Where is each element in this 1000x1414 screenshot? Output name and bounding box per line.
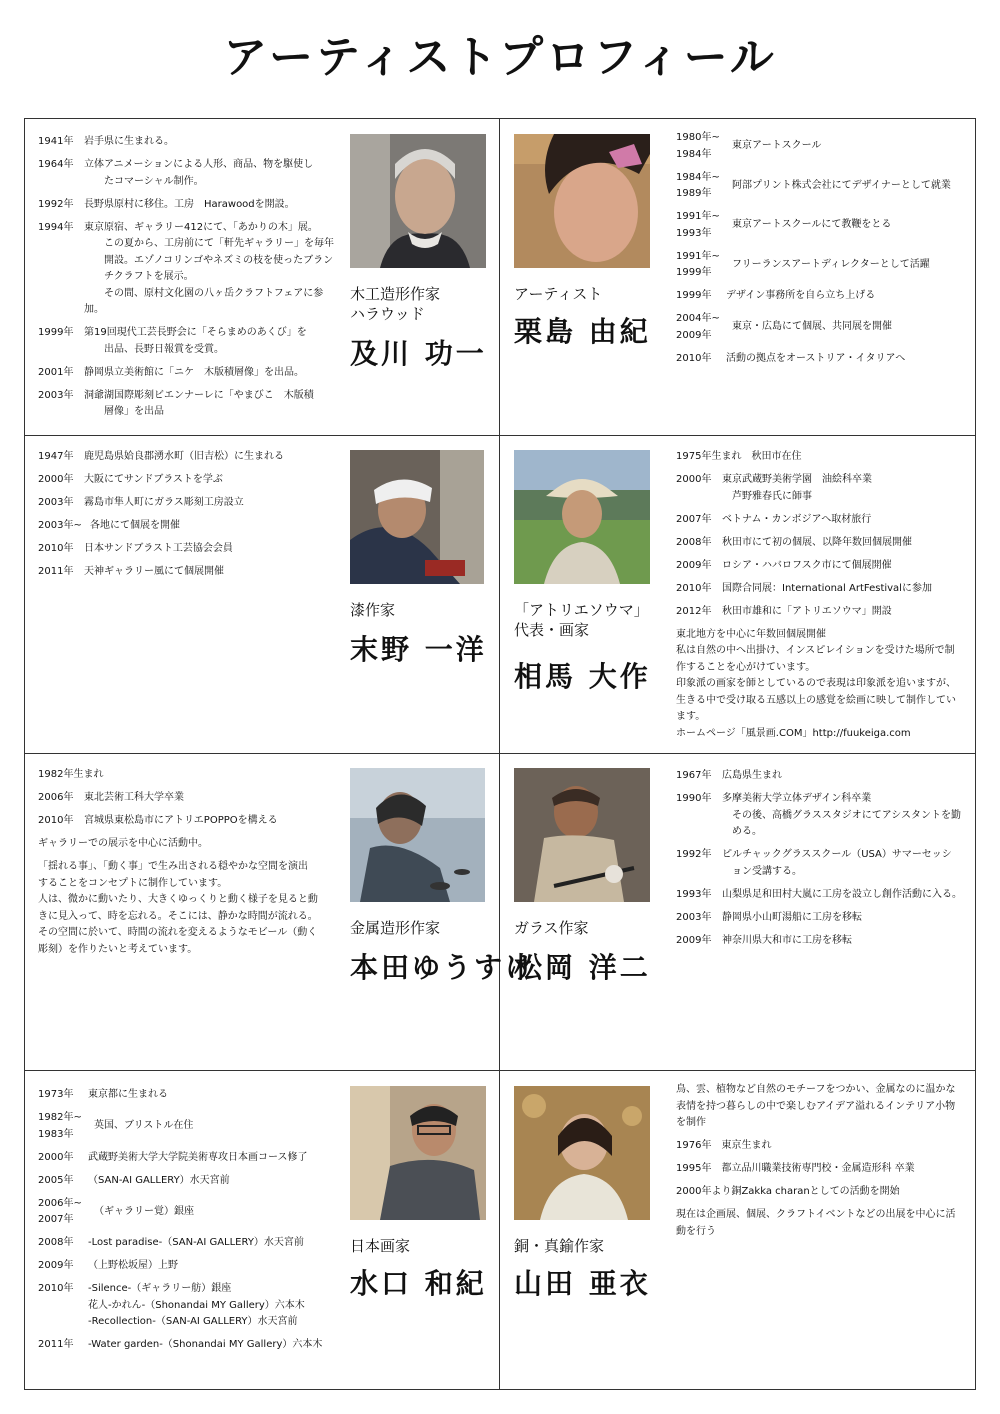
history-text: 多摩美術大学立体デザイン科卒業 その後、高橋グラススタジオにてアシスタントを勤 める。 (722, 793, 961, 837)
history-year: 2009年 (38, 1260, 74, 1271)
history-entry (38, 1281, 338, 1331)
artist-statement: 現在は企画展、個展、クラフトイベントなどの出展を中心に活 動を行う (676, 1209, 956, 1237)
history-text: 各地にて個展を開催 (90, 520, 180, 531)
history-entry (38, 790, 328, 807)
history-text: （SAN-AI GALLERY）水天宮前 (88, 1174, 230, 1186)
artist-name: 及川 功一 (350, 337, 487, 370)
portrait-photo (350, 450, 484, 584)
history-text: -Lost paradise-（SAN-AI GALLERY）水天宮前 (88, 1237, 304, 1248)
history-entry (676, 887, 968, 904)
portrait-photo (514, 450, 650, 584)
history-year: 1991年~ 1993年 (676, 211, 720, 239)
history-year: 1991年~ 1999年 (676, 250, 720, 278)
history-entry (38, 1196, 338, 1229)
history-text: 国際合同展：International ArtFestivalに参加 (722, 582, 932, 594)
history-entry (38, 365, 338, 382)
artist-statement: 鳥、雲、植物など自然のモチーフをつかい、金属なのに温かな 表情を持つ暮らしの中で楽しむアイデア溢れるインテリア小物 を制作 (676, 1084, 956, 1128)
history-text: 洞爺湖国際彫刻ビエンナーレに「やまびこ 木版積 層像」を出品 (84, 389, 314, 417)
artist-statement: 東北地方を中心に年数回個展開催 私は自然の中へ出掛け、インスピレイションを受けた場所で制 作することを心がけています。 印象派の画家を師としているので表現は印象派を追いますが、 生きる中で受け取る五感以上の感覚を絵画に映して制作してい ます。 ホームページ「風景画.COM」http://fuukeiga.com (676, 628, 956, 739)
history-entry (38, 518, 338, 535)
history-text: 天神ギャラリー風にて個展開催 (84, 566, 224, 577)
history-text: 東北芸術工科大学卒業 (84, 792, 184, 803)
row-divider (24, 753, 976, 754)
history-year: 2009年 (676, 934, 712, 946)
history-text: 東京武蔵野美術学園 油絵科卒業 芦野雅春氏に師事 (722, 474, 872, 502)
history-text: ロシア・ハバロフスク市にて個展開催 (722, 559, 892, 571)
history-text: 1982年生まれ (38, 769, 104, 780)
history-text: 日本サンドブラスト工芸協会会員 (84, 543, 233, 554)
history-year: 2010年 (38, 1283, 74, 1294)
artist-statement: 「揺れる事」、「動く事」で生み出される穏やかな空間を演出 することをコンセプトに制作しています。 人は、微かに動いたり、大きくゆっくりと動く様子を見ると動 きに見入って、時を忘れる。そこには、静かな時間が流れる。 その空間に於いて、時間の流れを変えるようなモビール（動く 彫刻）を作りたいと考えています。 (38, 861, 318, 955)
history-text: 静岡県小山町湯船に工房を移転 (722, 911, 862, 923)
history-text: ギャラリーでの展示を中心に活動中。 (38, 838, 208, 849)
history-year: 2011年 (38, 1339, 74, 1350)
portrait-photo (350, 768, 485, 902)
column-divider (499, 118, 500, 1390)
history-entry (676, 604, 968, 621)
history-entry (38, 472, 338, 489)
history-text: （ギャラリー覚）銀座 (94, 1205, 194, 1217)
artist-history (676, 768, 968, 956)
history-entry (676, 512, 968, 529)
artist-statement: 1976年 東京生まれ (676, 1140, 772, 1151)
history-year: 1980年~ 1984年 (676, 132, 720, 160)
history-entry (676, 558, 968, 575)
history-year: 2007年 (676, 513, 712, 525)
history-text: 広島県生まれ (722, 770, 782, 781)
history-text: 鹿児島県姶良郡湧水町（旧吉松）に生まれる (84, 451, 284, 462)
history-text: 大阪にてサンドブラストを学ぶ (84, 474, 223, 485)
history-year: 1941年 (38, 136, 74, 147)
artist-role: 日本画家 (350, 1237, 411, 1255)
history-year: 1964年 (38, 159, 74, 170)
history-text: 東京都に生まれる (88, 1089, 168, 1100)
history-entry (676, 768, 968, 785)
history-entry (676, 351, 966, 368)
history-year: 2005年 (38, 1174, 74, 1186)
history-year: 2011年 (38, 566, 74, 577)
artist-role: 漆作家 (350, 601, 396, 619)
history-year: 2006年 (38, 792, 74, 803)
history-entry (676, 847, 968, 880)
history-text: 宮城県東松島市にアトリエPOPPOを構える (84, 815, 278, 826)
history-entry (38, 1337, 338, 1354)
history-text: ピルチャックグラススクール（USA）サマーセッシ ョン受講する。 (722, 849, 952, 877)
history-year: 2008年 (38, 1237, 74, 1248)
history-entry (38, 325, 338, 358)
history-entry (38, 197, 338, 214)
history-year: 1990年 (676, 793, 712, 804)
history-year: 1973年 (38, 1089, 74, 1100)
history-text: 英国、ブリストル在住 (94, 1120, 194, 1132)
history-entry (38, 836, 328, 853)
artist-name: 松岡 洋二 (514, 951, 651, 984)
history-year: 2001年 (38, 366, 74, 378)
history-year: 2004年~ 2009年 (676, 313, 720, 341)
history-entry (676, 311, 966, 344)
history-year: 1994年 (38, 221, 74, 233)
history-text: 岩手県に生まれる。 (84, 136, 174, 147)
history-entry (676, 249, 966, 282)
history-text: 秋田市雄和に「アトリエソウマ」開設 (722, 605, 892, 617)
artist-role: 金属造形作家 (350, 919, 441, 937)
portrait-photo (350, 1086, 486, 1220)
artist-statement: 2000年より銅Zakka charanとしての活動を開始 (676, 1186, 900, 1197)
history-entry (676, 170, 966, 203)
history-text: （上野松坂屋）上野 (88, 1260, 178, 1271)
portrait-photo (514, 768, 650, 902)
history-entry (676, 209, 966, 242)
portrait-photo (350, 134, 486, 268)
history-entry (38, 1150, 338, 1167)
history-text: デザイン事務所を自ら立ち上げる (726, 290, 876, 301)
history-text: 東京アートスクール (732, 140, 822, 152)
history-text: -Silence-（ギャラリー舫）銀座 花人-かれん-（Shonandai MY Gallery）六本木 -Recollection-（SAN-AI GALLERY）水天宮前 (88, 1283, 305, 1327)
history-year: 1999年 (676, 290, 712, 301)
artist-name: 末野 一洋 (350, 633, 487, 666)
history-entry (38, 541, 338, 558)
artist-role: 木工造形作家 ハラウッド (350, 285, 441, 323)
history-year: 2003年 (38, 497, 74, 508)
history-year: 2000年 (38, 1151, 74, 1163)
history-text: -Water garden-（Shonandai MY Gallery）六本木 (88, 1339, 323, 1350)
history-entry (676, 581, 968, 598)
history-text: 活動の拠点をオーストリア・イタリアへ (726, 352, 906, 364)
history-entry (38, 449, 338, 466)
history-entry (676, 535, 968, 552)
history-text: 東京原宿、ギャラリー412にて、「あかりの木」展。 この夏から、工房前にて「軒先ギャラリー」を毎年 開設。エゾノコリンゴやネズミの枝を使ったブラン チクラフトを展示。 その間、原村文化園の八ヶ岳クラフトフェアに参加。 (84, 221, 334, 315)
history-entry (38, 1235, 338, 1252)
history-year: 1992年 (676, 849, 712, 860)
history-text: 長野県原村に移住。工房 Harawoodを開設。 (84, 198, 295, 210)
artist-name: 相馬 大作 (514, 660, 651, 693)
history-text: 立体アニメーションによる人形、商品、物を駆使し たコマーシャル制作。 (84, 159, 314, 187)
artist-statement: 1995年 都立品川職業技術専門校・金属造形科 卒業 (676, 1163, 915, 1174)
artist-history (676, 1082, 968, 1247)
artist-history (38, 449, 338, 587)
history-year: 2010年 (676, 582, 712, 594)
history-year: 1947年 (38, 451, 74, 462)
history-text: フリーランスアートディレクターとして活躍 (732, 258, 930, 270)
artist-role: 「アトリエソウマ」 代表・画家 (514, 601, 649, 639)
history-entry (38, 1087, 338, 1104)
artist-history (38, 134, 338, 427)
history-text: 東京アートスクールにて教鞭をとる (732, 219, 892, 231)
history-year: 2008年 (676, 536, 712, 548)
history-text: 東京・広島にて個展、共同展を開催 (732, 321, 892, 333)
history-year: 2009年 (676, 559, 712, 571)
history-entry (38, 134, 338, 151)
portrait-photo (514, 1086, 650, 1220)
history-year: 1993年 (676, 888, 712, 900)
history-entry (38, 564, 338, 581)
history-text: 秋田市にて初の個展、以降年数回個展開催 (722, 536, 912, 548)
history-year: 1967年 (676, 770, 712, 781)
page-title: アーティストプロフィール (223, 32, 777, 83)
history-year: 1999年 (38, 327, 74, 338)
history-text: 神奈川県大和市に工房を移転 (722, 934, 852, 946)
artist-name: 水口 和紀 (350, 1267, 487, 1300)
history-year: 2010年 (38, 815, 74, 826)
history-year: 1984年~ 1989年 (676, 171, 720, 199)
history-entry (38, 495, 338, 512)
artist-history (38, 1087, 338, 1360)
row-divider (24, 435, 976, 436)
artist-name: 栗島 由紀 (514, 315, 651, 348)
artist-history (676, 130, 966, 374)
history-entry (38, 813, 328, 830)
history-entry (676, 130, 966, 163)
artist-name: 本田ゆうすけ (350, 951, 537, 984)
history-text: 静岡県立美術館に「ニケ 木版積層像」を出品。 (84, 366, 304, 378)
artist-history (676, 449, 968, 749)
history-entry (676, 472, 968, 505)
history-year: 2003年 (38, 389, 74, 401)
history-entry (38, 220, 338, 319)
history-text: 山梨県足和田村大嵐に工房を設立し創作活動に入る。 (722, 888, 962, 900)
history-text: 1975年生まれ 秋田市在住 (676, 451, 802, 462)
history-entry (38, 157, 338, 190)
artist-history (38, 767, 328, 965)
history-entry (38, 1110, 338, 1143)
history-entry (676, 288, 966, 305)
history-year: 2012年 (676, 605, 712, 617)
history-year: 2010年 (676, 352, 712, 364)
history-entry (676, 910, 968, 927)
portrait-photo (514, 134, 650, 268)
artist-role: ガラス作家 (514, 919, 589, 937)
history-entry (38, 1173, 338, 1190)
history-year: 2006年~ 2007年 (38, 1197, 82, 1225)
history-text: 阿部プリント株式会社にてデザイナーとして就業 (732, 179, 951, 191)
artist-name: 山田 亜衣 (514, 1267, 651, 1300)
history-year: 2000年 (676, 474, 712, 485)
history-text: 第19回現代工芸長野会に「そらまめのあくび」を 出品、長野日報賞を受賞。 (84, 327, 307, 355)
history-year: 1982年~ 1983年 (38, 1112, 82, 1140)
history-text: ベトナム・カンボジアへ取材旅行 (722, 513, 872, 525)
history-year: 2003年 (676, 911, 712, 923)
history-entry (676, 933, 968, 950)
history-entry (38, 1258, 338, 1275)
history-entry (676, 791, 968, 841)
history-year: 2010年 (38, 543, 74, 554)
history-entry (38, 388, 338, 421)
artist-role: アーティスト (514, 285, 603, 303)
artist-role: 銅・真鍮作家 (514, 1237, 605, 1255)
history-text: 霧島市隼人町にガラス彫刻工房設立 (84, 497, 244, 508)
history-year: 2000年 (38, 474, 74, 485)
history-text: 武蔵野美術大学大学院美術専攻日本画コース修了 (88, 1151, 308, 1163)
history-entry (676, 449, 968, 466)
row-divider (24, 1070, 976, 1071)
history-year: 1992年 (38, 198, 74, 210)
history-entry (38, 767, 328, 784)
history-year: 2003年~ (38, 520, 82, 531)
